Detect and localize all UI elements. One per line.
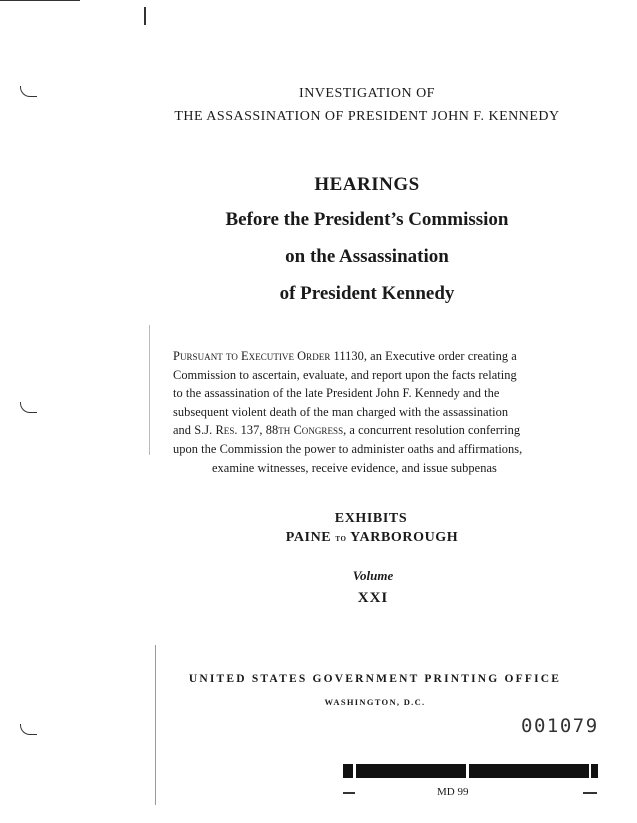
exhibits-range-end: YARBOROUGH	[350, 530, 459, 545]
scan-mark-top-tick	[144, 7, 146, 25]
authority-line-5-b: 137, 88	[237, 423, 279, 438]
footer-bar-segment	[343, 764, 353, 778]
scan-mark-left-rule	[149, 325, 150, 455]
scan-mark-top-line	[0, 0, 80, 1]
footer-code: MD 99	[437, 786, 469, 798]
scan-mark-left-rule-lower	[155, 645, 156, 805]
binding-hole-mark-middle	[20, 402, 37, 413]
header-line-1: INVESTIGATION OF	[299, 86, 435, 101]
page-title: HEARINGS	[314, 174, 420, 195]
exhibits-range	[0, 530, 637, 546]
authority-line-1-rest: 11130, an Executive order creating a	[330, 349, 517, 363]
footer-bar	[343, 764, 598, 778]
authority-line-5-c: , a concurrent resolution conferring	[343, 423, 521, 438]
authority-line-1	[173, 347, 573, 366]
title-subtitle-2: on the Assassination	[285, 246, 449, 267]
binding-hole-mark-bottom	[20, 724, 37, 735]
authority-paragraph	[173, 347, 573, 477]
authority-th: th	[278, 423, 291, 438]
footer-bar-segment	[591, 764, 598, 778]
authority-line-7: examine witnesses, receive evidence, and issue subpenas	[212, 460, 497, 475]
footer-bar-segment	[469, 764, 589, 778]
footer-dash-left	[343, 792, 355, 794]
title-subtitle-3: of President Kennedy	[279, 283, 455, 304]
exhibits-range-to: to	[335, 533, 347, 544]
exhibits-label: EXHIBITS	[334, 511, 408, 526]
exhibits-range-start: PAINE	[285, 530, 332, 545]
authority-res: Res.	[215, 423, 238, 438]
authority-line-6: upon the Commission the power to administer oaths and affirmations,	[173, 441, 523, 456]
publisher-city: WASHINGTON, D.C.	[324, 697, 426, 707]
authority-line-4: subsequent violent death of the man charged with the assassination	[173, 404, 509, 419]
title-subtitle-1: Before the President’s Commission	[225, 209, 509, 230]
authority-congress: Congress	[290, 423, 344, 438]
footer-bar-segment	[356, 764, 466, 778]
publisher-name: UNITED STATES GOVERNMENT PRINTING OFFICE	[188, 673, 562, 685]
document-stamp-number: 001079	[521, 715, 599, 737]
authority-lead: Pursuant to Executive Order	[173, 349, 331, 363]
authority-line-5	[173, 421, 573, 440]
authority-line-2: Commission to ascertain, evaluate, and report upon the facts relating	[173, 367, 517, 382]
volume-label: Volume	[352, 568, 394, 583]
authority-line-5-a: and S.J.	[173, 423, 216, 438]
header-line-2: THE ASSASSINATION OF PRESIDENT JOHN F. KENNEDY	[174, 109, 560, 124]
volume-number: XXI	[357, 590, 389, 606]
footer-dash-right	[583, 792, 597, 794]
authority-line-3: to the assassination of the late President John F. Kennedy and the	[173, 386, 500, 401]
